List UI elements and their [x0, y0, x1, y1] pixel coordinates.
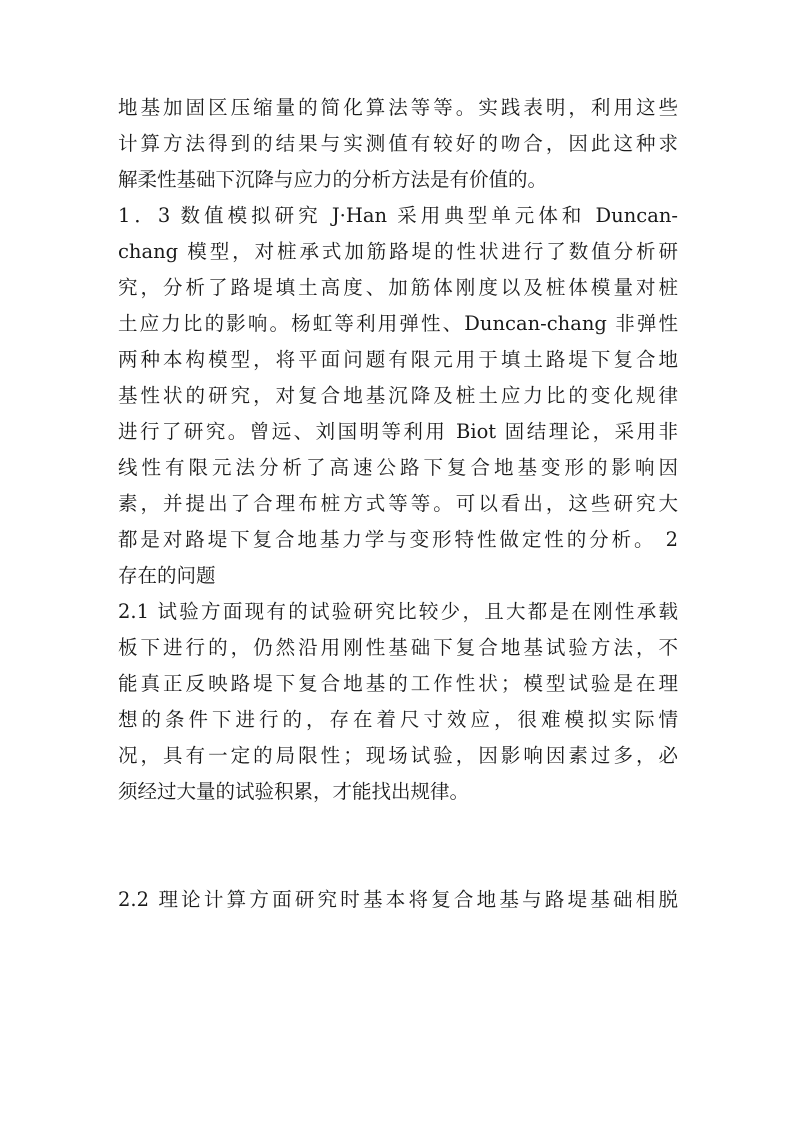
text-line: 解柔性基础下沉降与应力的分析方法是有价值的。	[118, 168, 548, 191]
section-heading-problems: 存在的问题	[118, 564, 216, 587]
text-line: 素，并提出了合理布桩方式等等。可以看出，这些研究大	[118, 492, 678, 515]
text-line: 两种本构模型，将平面问题有限元用于填土路堤下复合地	[118, 348, 678, 371]
text-line: 基性状的研究，对复合地基沉降及桩土应力比的变化规律	[118, 384, 678, 407]
text-line: 进行了研究。曾远、刘国明等利用 Biot 固结理论，采用非	[118, 420, 678, 443]
text-line: 2.1 试验方面现有的试验研究比较少，且大都是在刚性承载	[118, 600, 678, 623]
paragraph-numerical-simulation	[118, 198, 678, 594]
text-line: 须经过大量的试验积累，才能找出规律。	[118, 780, 470, 803]
document-body	[118, 90, 678, 918]
text-line: 地基加固区压缩量的简化算法等等。实践表明，利用这些	[118, 96, 678, 119]
paragraph-experimental-aspects	[118, 594, 678, 810]
paragraph-simplified-algorithm	[118, 90, 678, 198]
paragraph-gap	[118, 846, 678, 882]
text-line: 况，具有一定的局限性；现场试验，因影响因素过多，必	[118, 744, 678, 767]
text-line: 能真正反映路堤下复合地基的工作性状；模型试验是在理	[118, 672, 678, 695]
paragraph-gap	[118, 810, 678, 846]
text-line: 1．3 数值模拟研究 J·Han 采用典型单元体和 Duncan-	[118, 204, 678, 227]
text-line: 线性有限元法分析了高速公路下复合地基变形的影响因	[118, 456, 678, 479]
text-line: 都是对路堤下复合地基力学与变形特性做定性的分析。 2	[118, 528, 678, 551]
paragraph-theoretical-calculation	[118, 882, 678, 918]
text-line: 想的条件下进行的，存在着尺寸效应，很难模拟实际情	[118, 708, 678, 731]
text-line: 板下进行的，仍然沿用刚性基础下复合地基试验方法，不	[118, 636, 678, 659]
text-line: chang 模型，对桩承式加筋路堤的性状进行了数值分析研	[118, 240, 678, 263]
text-line: 土应力比的影响。杨虹等利用弹性、Duncan-chang 非弹性	[118, 312, 678, 335]
text-line: 究，分析了路堤填土高度、加筋体刚度以及桩体模量对桩	[118, 276, 678, 299]
text-line: 计算方法得到的结果与实测值有较好的吻合，因此这种求	[118, 132, 678, 155]
text-line: 2.2 理论计算方面研究时基本将复合地基与路堤基础相脱	[118, 888, 678, 911]
